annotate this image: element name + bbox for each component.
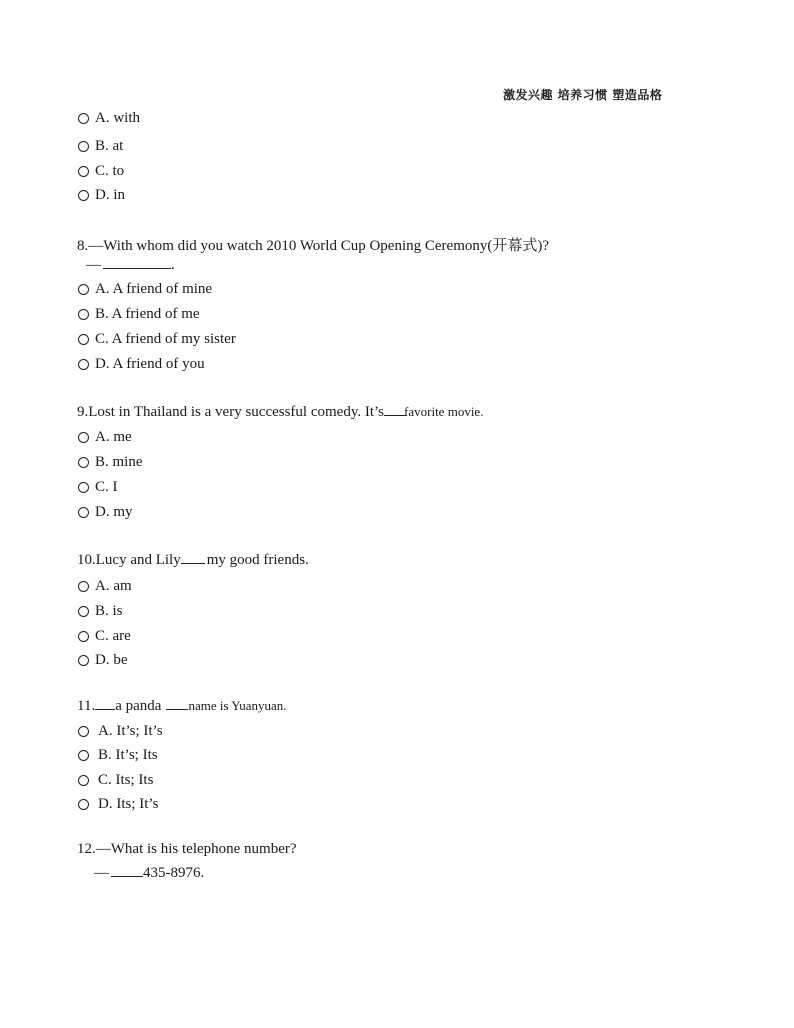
option-label: C. Its; Its bbox=[98, 772, 154, 788]
q7-option-a[interactable] bbox=[78, 110, 140, 127]
radio-button-icon[interactable] bbox=[78, 309, 89, 320]
q10-option-c[interactable] bbox=[78, 628, 131, 645]
option-label: A. with bbox=[95, 110, 140, 126]
q9-stem-start: 9.Lost in Thailand is a very successful comedy. It’s bbox=[77, 404, 385, 420]
option-label: B. It’s; Its bbox=[98, 747, 158, 763]
q11-stem bbox=[77, 695, 287, 715]
header-slogan: 激发兴趣 培养习惯 塑造品格 bbox=[503, 88, 663, 102]
option-label: D. my bbox=[95, 504, 133, 520]
option-label: B. mine bbox=[95, 454, 143, 470]
radio-button-icon[interactable] bbox=[78, 334, 89, 345]
radio-button-icon[interactable] bbox=[78, 581, 89, 592]
option-label: B. at bbox=[95, 138, 124, 154]
q11-option-a[interactable] bbox=[78, 723, 163, 740]
radio-button-icon[interactable] bbox=[78, 726, 89, 737]
q9-option-c[interactable] bbox=[78, 479, 118, 496]
dash: — bbox=[86, 257, 101, 273]
radio-button-icon[interactable] bbox=[78, 799, 89, 810]
option-label: A. It’s; It’s bbox=[98, 723, 163, 739]
option-label: B. is bbox=[95, 603, 123, 619]
option-label: C. A friend of my sister bbox=[95, 331, 236, 347]
dash: — bbox=[94, 865, 109, 881]
q12-stem: 12.—What is his telephone number? bbox=[77, 841, 297, 857]
answer-blank bbox=[384, 401, 406, 416]
q11-stem-end: name is Yuanyuan. bbox=[188, 698, 287, 713]
q8-option-d[interactable] bbox=[78, 356, 205, 373]
q10-option-b[interactable] bbox=[78, 603, 123, 620]
radio-button-icon[interactable] bbox=[78, 166, 89, 177]
q11-option-b[interactable] bbox=[78, 747, 158, 764]
q9-stem bbox=[77, 401, 483, 421]
answer-blank bbox=[166, 695, 188, 710]
q10-option-a[interactable] bbox=[78, 578, 132, 595]
radio-button-icon[interactable] bbox=[78, 141, 89, 152]
option-label: A. me bbox=[95, 429, 132, 445]
option-label: D. in bbox=[95, 187, 125, 203]
option-label: A. A friend of mine bbox=[95, 281, 213, 297]
option-label: C. are bbox=[95, 628, 131, 644]
radio-button-icon[interactable] bbox=[78, 482, 89, 493]
q8-answer-line bbox=[86, 254, 175, 274]
radio-button-icon[interactable] bbox=[78, 507, 89, 518]
q7-option-d[interactable] bbox=[78, 187, 125, 204]
q11-option-d[interactable] bbox=[78, 796, 158, 813]
q9-option-a[interactable] bbox=[78, 429, 132, 446]
q7-option-c[interactable] bbox=[78, 163, 124, 180]
q9-option-d[interactable] bbox=[78, 504, 133, 521]
radio-button-icon[interactable] bbox=[78, 606, 89, 617]
q7-option-b[interactable] bbox=[78, 138, 123, 155]
answer-blank bbox=[111, 862, 143, 877]
q11-stem-middle: a panda bbox=[115, 698, 162, 714]
radio-button-icon[interactable] bbox=[78, 457, 89, 468]
q11-number: 11. bbox=[77, 698, 96, 714]
q10-stem bbox=[77, 549, 309, 569]
answer-blank bbox=[95, 695, 115, 710]
q12-stem-end: 435-8976. bbox=[143, 865, 205, 881]
q12-answer-line bbox=[94, 862, 204, 882]
q8-option-b[interactable] bbox=[78, 306, 200, 323]
q10-option-d[interactable] bbox=[78, 652, 128, 669]
option-label: B. A friend of me bbox=[95, 306, 200, 322]
option-label: D. be bbox=[95, 652, 128, 668]
radio-button-icon[interactable] bbox=[78, 432, 89, 443]
q9-stem-end: favorite movie. bbox=[404, 404, 484, 419]
period: . bbox=[171, 257, 175, 273]
q11-option-c[interactable] bbox=[78, 772, 153, 789]
q9-option-b[interactable] bbox=[78, 454, 143, 471]
q8-option-a[interactable] bbox=[78, 281, 212, 298]
q8-option-c[interactable] bbox=[78, 331, 236, 348]
answer-blank bbox=[103, 254, 171, 269]
q10-stem-start: 10.Lucy and Lily bbox=[77, 552, 181, 568]
radio-button-icon[interactable] bbox=[78, 655, 89, 666]
radio-button-icon[interactable] bbox=[78, 631, 89, 642]
radio-button-icon[interactable] bbox=[78, 190, 89, 201]
radio-button-icon[interactable] bbox=[78, 359, 89, 370]
option-label: D. Its; It’s bbox=[98, 796, 159, 812]
radio-button-icon[interactable] bbox=[78, 284, 89, 295]
answer-blank bbox=[181, 549, 205, 564]
radio-button-icon[interactable] bbox=[78, 113, 89, 124]
option-label: D. A friend of you bbox=[95, 356, 205, 372]
radio-button-icon[interactable] bbox=[78, 750, 89, 761]
option-label: A. am bbox=[95, 578, 132, 594]
option-label: C. to bbox=[95, 163, 125, 179]
option-label: C. I bbox=[95, 479, 118, 495]
radio-button-icon[interactable] bbox=[78, 775, 89, 786]
q10-stem-end: my good friends. bbox=[206, 552, 309, 568]
q8-stem: 8.—With whom did you watch 2010 World Cup Opening Ceremony(开幕式)? bbox=[77, 238, 550, 254]
